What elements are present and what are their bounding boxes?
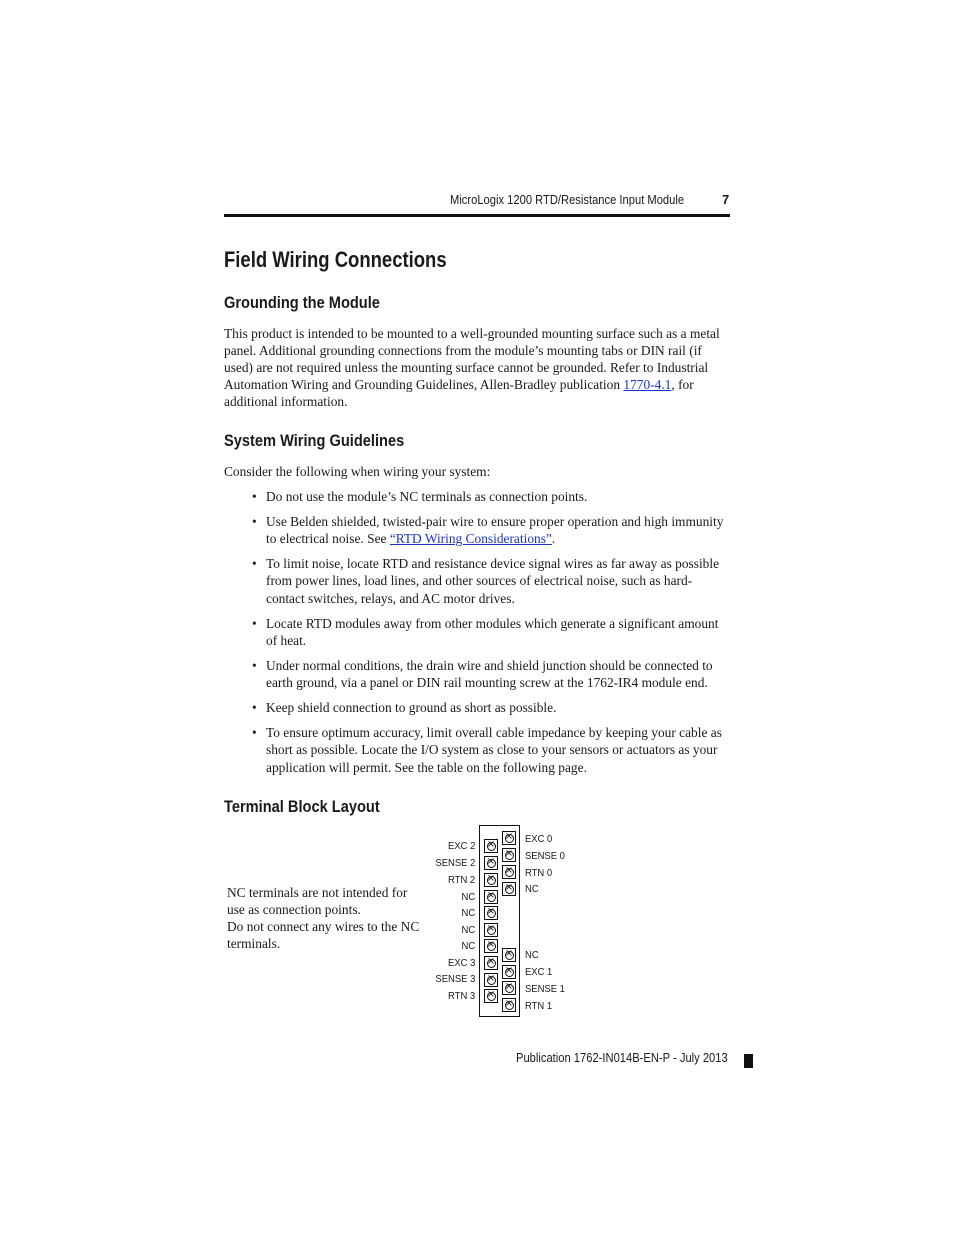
terminal-screw-icon [484,939,498,953]
rtd-wiring-link[interactable]: “RTD Wiring Considerations” [389,531,552,547]
footer-publication: Publication 1762-IN014B-EN-P - July 2013 [516,1050,728,1065]
list-item-text: To limit noise, locate RTD and resistance device signal wires as far away as possible from power lines, load lines, and other sources of electrical noise, such as hard-contact switches, relays, and AC motor drives. [266,556,720,606]
terminal-screw-icon [484,973,498,987]
terminal-label-nc: NC [461,907,475,919]
terminal-screw-icon [502,998,516,1012]
terminal-block-diagram [479,825,520,1017]
bullet-icon: • [252,724,257,740]
nc-terminal-note [227,884,427,952]
grounding-text-1: This product is intended to be mounted to a well-grounded mounting surface such as a metal panel. Additional grounding connections from the module’s mounting tabs or DIN rail (if used) are not required unless the mounting surface cannot be grounded. Refer to Industrial Automation Wiring and Grounding Guidelines, Allen-Bradley publication [224,326,720,392]
bullet-icon: • [252,700,257,716]
nc-note-line-2: Do not connect any wires to the NC terminals. [227,919,420,951]
terminal-screw-icon [502,865,516,879]
list-item-text: Do not use the module’s NC terminals as connection points. [266,489,588,504]
terminal-label-rtn2: RTN 2 [447,874,475,886]
heading-system-wiring: System Wiring Guidelines [224,431,405,450]
nc-note-line-1: NC terminals are not intended for use as connection points. [227,885,408,917]
list-item-text: Keep shield connection to ground as short as possible. [266,700,557,716]
terminal-label-exc0: EXC 0 [525,833,553,845]
grounding-paragraph [224,325,730,410]
list-item [224,513,730,548]
heading-terminal-block: Terminal Block Layout [224,797,380,816]
list-item-text-end: . [551,531,556,547]
wiring-guidelines-list [224,488,730,783]
list-item-text: To ensure optimum accuracy, limit overall cable impedance by keeping your cable as short as possible. Locate the I/O system as close to your sensors or actuators as your application will permit. See the table on the following page. [266,724,722,775]
list-item [224,555,730,607]
terminal-label-exc2: EXC 2 [447,840,475,852]
footer-mark [744,1054,753,1068]
terminal-label-nc: NC [525,883,539,895]
terminal-screw-icon [484,890,498,904]
terminal-screw-icon [502,948,516,962]
terminal-label-nc: NC [461,940,475,952]
terminal-screw-icon [502,981,516,995]
heading-grounding: Grounding the Module [224,293,380,312]
terminal-label-rtn1: RTN 1 [525,1000,553,1012]
bullet-icon: • [252,615,257,631]
bullet-icon: • [252,489,257,504]
system-wiring-intro: Consider the following when wiring your system: [224,464,491,479]
list-item [224,724,730,776]
header-rule [224,214,730,217]
list-item [224,488,730,505]
terminal-label-sense2: SENSE 2 [435,857,475,869]
terminal-screw-icon [484,989,498,1003]
terminal-label-sense0: SENSE 0 [525,850,565,862]
bullet-icon: • [252,513,257,529]
list-item [224,657,730,692]
terminal-screw-icon [502,848,516,862]
terminal-screw-icon [484,856,498,870]
terminal-screw-icon [484,923,498,937]
list-item-text: Locate RTD modules away from other modules which generate a significant amount of heat. [266,615,719,649]
terminal-screw-icon [484,839,498,853]
running-header-title: MicroLogix 1200 RTD/Resistance Input Module [450,192,685,207]
terminal-screw-icon [484,956,498,970]
terminal-screw-icon [484,873,498,887]
terminal-screw-icon [502,831,516,845]
terminal-label-nc: NC [461,891,475,903]
terminal-label-exc1: EXC 1 [525,966,553,978]
grounding-text-2: , for additional information. [224,377,694,409]
page-number: 7 [722,192,730,207]
list-item-text: Use Belden shielded, twisted-pair wire to ensure proper operation and high immunity to electrical noise. See [266,513,724,547]
publication-link[interactable]: 1770-4.1 [623,377,672,392]
list-item [224,615,730,650]
terminal-label-sense1: SENSE 1 [525,983,565,995]
section-title: Field Wiring Connections [224,247,447,272]
terminal-label-nc: NC [461,924,475,936]
terminal-screw-icon [502,882,516,896]
terminal-label-rtn0: RTN 0 [525,867,553,879]
terminal-label-rtn3: RTN 3 [447,990,475,1002]
bullet-icon: • [252,657,257,673]
bullet-icon: • [252,556,257,571]
list-item [224,699,730,716]
list-item-text: Under normal conditions, the drain wire and shield junction should be connected to earth ground, via a panel or DIN rail mounting screw at the 1762-IR4 module end. [266,657,713,691]
terminal-label-exc3: EXC 3 [447,957,475,969]
terminal-screw-icon [484,906,498,920]
terminal-label-sense3: SENSE 3 [435,973,475,985]
terminal-screw-icon [502,965,516,979]
terminal-label-nc: NC [525,949,539,961]
